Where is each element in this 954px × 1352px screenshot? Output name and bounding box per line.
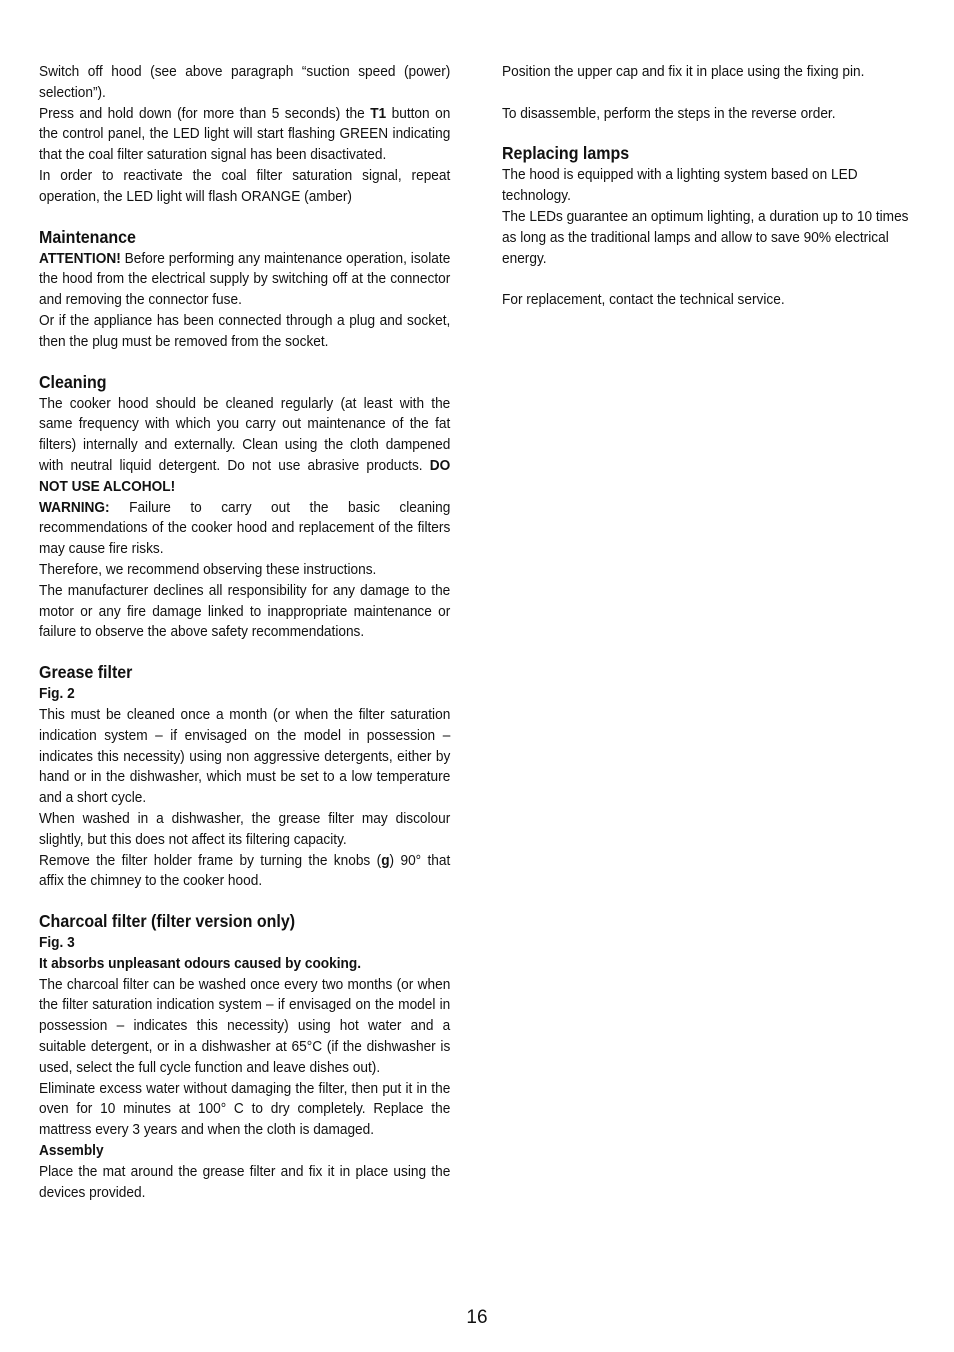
cleaning-warning-text: Failure to carry out the basic cleaning recommendations of the cooker hood and replacement of the filters may cause fire risks. — [39, 498, 451, 558]
charcoal-wash: The charcoal filter can be washed once every two months (or when the filter saturation indication system – if envisaged on the model in possession – indicates this necessity) using hot water and a suitable detergent, or in a dishwasher at 65°C (if the dishwasher is used, select the full cycle function and leave dishes out). — [39, 975, 451, 1076]
lamps-replacement: For replacement, contact the technical service. — [502, 291, 785, 309]
grease-remove-a: Remove the filter holder frame by turning the knobs ( — [39, 851, 382, 869]
grease-fig-ref: Fig. 2 — [39, 685, 75, 703]
grease-remove-c: ) 90° that affix the chimney to the cooker hood. — [39, 851, 451, 890]
grease-remove-frame — [39, 851, 450, 893]
lamps-led-benefits: The LEDs guarantee an optimum lighting, a duration up to 10 times as long as the traditional lamps and allow to save 90% electrical energy. — [502, 207, 909, 267]
charcoal-subheading: It absorbs unpleasant odours caused by cooking. — [39, 954, 362, 972]
cleaning-warning-label: WARNING: — [39, 498, 110, 516]
grease-heading: Grease filter — [39, 662, 133, 683]
upper-cap-text: Position the upper cap and fix it in place using the fixing pin. — [502, 63, 865, 80]
spacer — [39, 643, 450, 661]
intro-press-hold-c: button on the control panel, the LED light will start flashing GREEN indicating that the coal filter saturation signal has been disactivated. — [39, 104, 451, 164]
maintenance-attention-text: Before performing any maintenance operation, isolate the hood from the electrical supply by switching off at the connector and removing the connector fuse. — [39, 249, 451, 309]
intro-press-hold — [39, 104, 450, 166]
grease-dishwasher: When washed in a dishwasher, the grease filter may discolour slightly, but this does not affect its filtering capacity. — [39, 809, 451, 848]
cleaning-regularly-text: The cooker hood should be cleaned regularly (at least with the same frequency with which you carry out maintenance of the fat filters) internally and externally. Clean using the cloth dampened with neutral liquid detergent. Do not use abrasive products. — [39, 394, 451, 474]
page-number: 16 — [466, 1307, 488, 1328]
intro-press-hold-a: Press and hold down (for more than 5 seconds) the — [39, 104, 371, 122]
intro-reactivate: In order to reactivate the coal filter saturation signal, repeat operation, the LED light will flash ORANGE (amber) — [39, 166, 451, 205]
intro-t1-button-name: T1 — [370, 104, 387, 122]
spacer — [39, 353, 450, 371]
left-column — [39, 62, 450, 1203]
cleaning-warning — [39, 498, 450, 560]
cleaning-regularly — [39, 394, 450, 498]
spacer — [39, 208, 450, 226]
maintenance-plug: Or if the appliance has been connected through a plug and socket, then the plug must be removed from the socket. — [39, 311, 451, 350]
assembly-text: Place the mat around the grease filter and fix it in place using the devices provided. — [39, 1162, 451, 1201]
maintenance-heading: Maintenance — [39, 226, 136, 247]
charcoal-dry: Eliminate excess water without damaging the filter, then put it in the oven for 10 minutes at 100° C to dry completely. Replace the mattress every 3 years and when the cloth is damaged. — [39, 1079, 451, 1139]
spacer — [39, 892, 450, 910]
lamps-heading: Replacing lamps — [502, 143, 630, 164]
grease-knob-letter: g — [381, 851, 390, 869]
maintenance-attention — [39, 249, 450, 311]
spacer — [502, 124, 917, 142]
intro-switch-off: Switch off hood (see above paragraph “suction speed (power) selection”). — [39, 63, 451, 101]
cleaning-heading: Cleaning — [39, 371, 107, 392]
disassemble-text: To disassemble, perform the steps in the reverse order. — [502, 104, 836, 122]
right-column — [502, 62, 917, 311]
charcoal-heading: Charcoal filter (filter version only) — [39, 911, 296, 932]
spacer — [502, 83, 917, 104]
grease-clean-monthly: This must be cleaned once a month (or when the filter saturation indication system – if envisaged on the model in possession – indicates this necessity) using non aggressive detergents, either by hand or in the dishwasher, which must be set to a low temperature and a short cycle. — [39, 705, 451, 807]
lamps-led-system: The hood is equipped with a lighting system based on LED technology. — [502, 166, 858, 205]
assembly-heading: Assembly — [39, 1142, 104, 1160]
spacer — [502, 269, 917, 290]
cleaning-no-alcohol: DO NOT USE ALCOHOL! — [39, 456, 451, 495]
cleaning-manufacturer: The manufacturer declines all responsibility for any damage to the motor or any fire damage linked to inappropriate maintenance or failure to observe the above safety recommendations. — [39, 581, 451, 641]
cleaning-recommend: Therefore, we recommend observing these instructions. — [39, 560, 377, 578]
charcoal-fig-ref: Fig. 3 — [39, 934, 75, 952]
maintenance-attention-label: ATTENTION! — [39, 249, 121, 267]
